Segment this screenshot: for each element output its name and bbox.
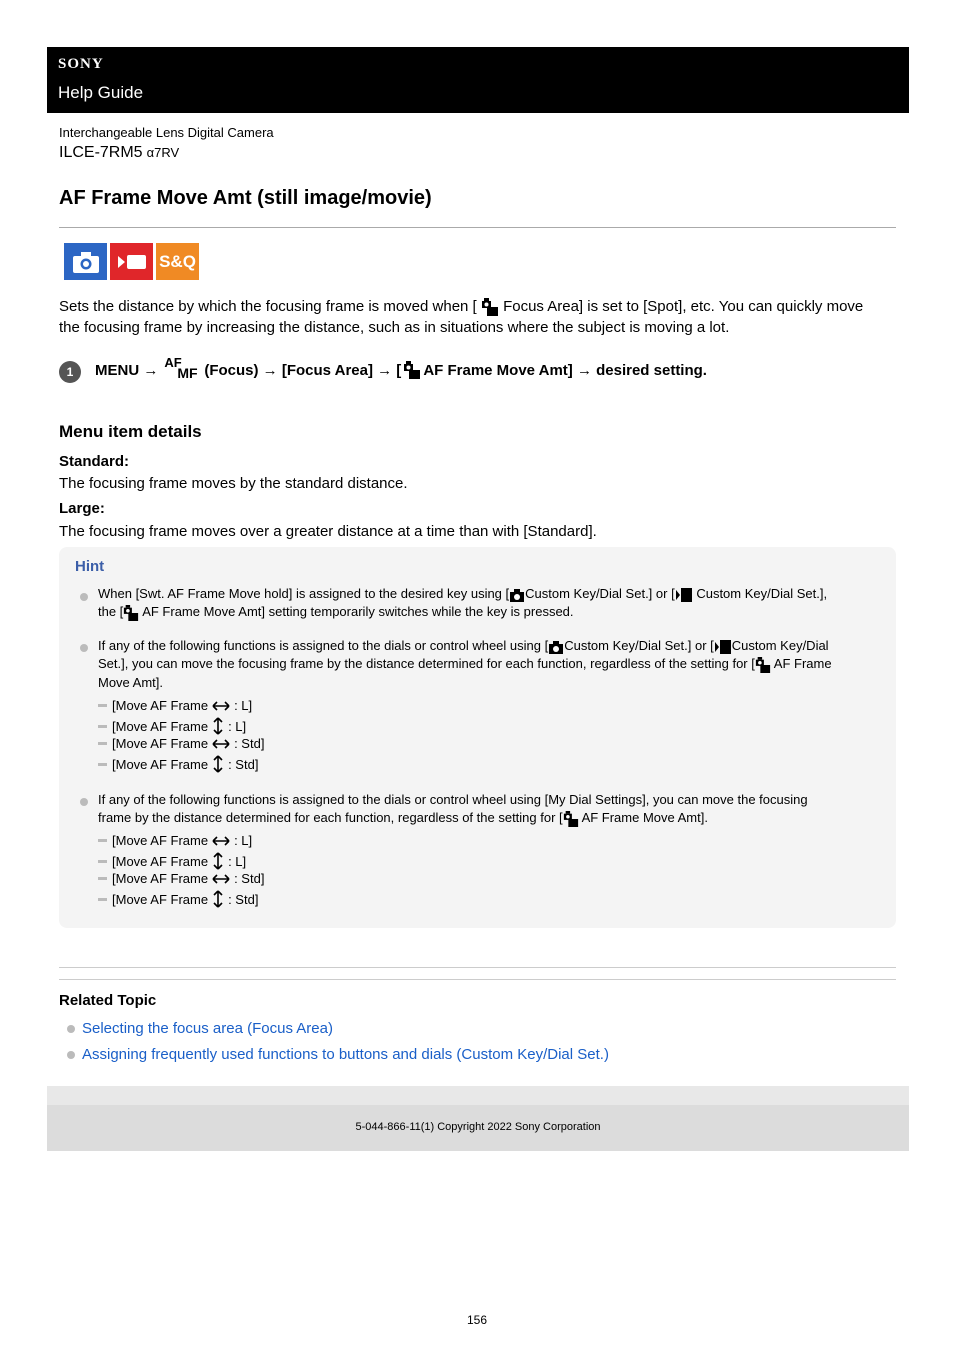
dash-bullet: [98, 704, 107, 707]
hint-text: Custom Key/Dial: [731, 638, 829, 653]
move-af-frame-item: [98, 833, 252, 848]
term-large: Large:: [59, 500, 105, 517]
movie-icon: [110, 243, 153, 280]
title-divider: [59, 227, 896, 228]
step-focus-text: (Focus) → [Focus Area] → [: [204, 361, 402, 379]
vertical-arrow-icon: [211, 890, 225, 908]
term-standard: Standard:: [59, 453, 130, 470]
focus-camera-icon: [481, 297, 499, 317]
step-number: 1: [59, 361, 81, 383]
related-link-text[interactable]: Selecting the focus area (Focus Area): [82, 1020, 333, 1037]
move-af-frame-item: [98, 871, 264, 886]
definition-standard: The focusing frame moves by the standard distance.: [59, 475, 408, 492]
header-bar: [47, 47, 909, 113]
af-mf-icon: [164, 355, 198, 381]
sony-logo: SONY: [58, 56, 104, 72]
related-link-focus-area[interactable]: [67, 1020, 333, 1037]
link-bullet: [67, 1025, 75, 1033]
move-prefix: [Move AF Frame: [112, 853, 209, 869]
description: [59, 296, 879, 338]
help-guide-label: Help Guide: [58, 83, 144, 102]
move-prefix: [Move AF Frame: [112, 698, 209, 713]
focus-camera-icon: [403, 360, 421, 380]
hint-bullet: [80, 798, 88, 806]
vertical-arrow-icon: [211, 717, 225, 735]
move-prefix: [Move AF Frame: [112, 871, 209, 886]
hint-item-1: [98, 585, 888, 622]
hint-text: Custom Key/Dial Set.] or [: [564, 638, 714, 653]
copyright-footer: 5-044-866-11(1) Copyright 2022 Sony Corporation: [47, 1105, 909, 1151]
focus-camera-icon: [563, 810, 579, 828]
move-value: : Std]: [234, 871, 265, 886]
step-menu-text: MENU →: [95, 361, 159, 379]
product-model: [59, 144, 179, 162]
move-value: : L]: [234, 698, 253, 713]
divider: [59, 967, 896, 968]
menu-item-details-heading: Menu item details: [59, 422, 202, 441]
model-name: ILCE-7RM5: [59, 144, 143, 161]
hint-text: Custom Key/Dial Set.],: [696, 586, 828, 601]
related-link-custom-key[interactable]: [67, 1046, 609, 1063]
af-label: AF: [164, 355, 182, 370]
dash-bullet: [98, 898, 107, 901]
camera-icon: [509, 587, 525, 603]
horizontal-arrow-icon: [211, 699, 231, 713]
move-value: : L]: [228, 853, 247, 869]
vertical-arrow-icon: [211, 755, 225, 773]
definition-large: The focusing frame moves over a greater distance at a time than with [Standard].: [59, 523, 597, 540]
link-bullet: [67, 1051, 75, 1059]
model-alias: α7RV: [146, 145, 180, 160]
move-af-frame-item: [98, 890, 258, 908]
hint-text: frame by the distance determined for each function, regardless of the setting for [: [98, 810, 563, 825]
move-af-frame-item: [98, 755, 258, 773]
hint-text: If any of the following functions is assigned to the dials or control wheel using [: [98, 638, 549, 653]
hint-title: Hint: [75, 558, 105, 575]
horizontal-arrow-icon: [211, 834, 231, 848]
menu-step: [59, 357, 707, 383]
still-camera-icon: [64, 243, 107, 280]
step-rest-text: AF Frame Move Amt] → desired setting.: [423, 361, 707, 379]
description-text-1: Sets the distance by which the focusing frame is moved when [: [59, 298, 477, 315]
hint-item-2: [98, 637, 888, 692]
move-prefix: [Move AF Frame: [112, 756, 209, 772]
dash-bullet: [98, 839, 107, 842]
hint-text: the [: [98, 604, 124, 619]
move-prefix: [Move AF Frame: [112, 833, 209, 848]
horizontal-arrow-icon: [211, 872, 231, 886]
move-af-frame-item: [98, 852, 246, 870]
hint-text: AF Frame Move Amt].: [581, 810, 708, 825]
move-prefix: [Move AF Frame: [112, 736, 209, 751]
camera-icon: [548, 639, 564, 655]
page-number: 156: [466, 1313, 488, 1327]
hint-text: AF Frame Move Amt] setting temporarily switches while the key is pressed.: [142, 604, 574, 619]
move-value: : Std]: [228, 756, 259, 772]
move-af-frame-item: [98, 698, 252, 713]
move-af-frame-item: [98, 736, 264, 751]
move-prefix: [Move AF Frame: [112, 718, 209, 734]
hint-box: [59, 547, 896, 928]
move-value: : Std]: [234, 736, 265, 751]
dash-bullet: [98, 877, 107, 880]
focus-camera-icon: [755, 656, 771, 674]
focus-camera-icon: [123, 604, 139, 622]
hint-text: Custom Key/Dial Set.] or [: [525, 586, 675, 601]
mf-label: MF: [177, 365, 198, 381]
dash-bullet: [98, 860, 107, 863]
hint-text: When [Swt. AF Frame Move hold] is assigned to the desired key using [: [98, 586, 510, 601]
hint-bullet: [80, 644, 88, 652]
hint-item-3: [98, 791, 888, 828]
footer-band: [47, 1086, 909, 1105]
mode-icons: [64, 243, 199, 280]
move-value: : L]: [234, 833, 253, 848]
movie-icon: [714, 639, 732, 655]
hint-text: Move Amt].: [98, 674, 164, 690]
hint-text: Set.], you can move the focusing frame by the distance determined for each function, regardless of the setting for [: [98, 656, 755, 671]
move-prefix: [Move AF Frame: [112, 891, 209, 907]
page-title: AF Frame Move Amt (still image/movie): [59, 187, 432, 209]
move-value: : Std]: [228, 891, 259, 907]
movie-icon: [675, 587, 693, 603]
hint-text: If any of the following functions is assigned to the dials or control wheel using [My Dial Settings], you can move the focusing: [98, 792, 808, 807]
dash-bullet: [98, 742, 107, 745]
divider: [59, 979, 896, 980]
hint-text: AF Frame: [773, 656, 832, 671]
description-text-2: Focus Area] is set to [Spot], etc. You can quickly move the focusing frame by increasing the distance, such as in situations where the subject is moving a lot.: [59, 298, 864, 337]
horizontal-arrow-icon: [211, 737, 231, 751]
dash-bullet: [98, 763, 107, 766]
hint-bullet: [80, 593, 88, 601]
related-link-text[interactable]: Assigning frequently used functions to buttons and dials (Custom Key/Dial Set.): [82, 1046, 609, 1063]
product-category: Interchangeable Lens Digital Camera: [59, 125, 274, 140]
sq-icon: S&Q: [156, 243, 199, 280]
move-af-frame-item: [98, 717, 246, 735]
related-topic-heading: Related Topic: [59, 992, 157, 1009]
dash-bullet: [98, 725, 107, 728]
move-value: : L]: [228, 718, 247, 734]
vertical-arrow-icon: [211, 852, 225, 870]
